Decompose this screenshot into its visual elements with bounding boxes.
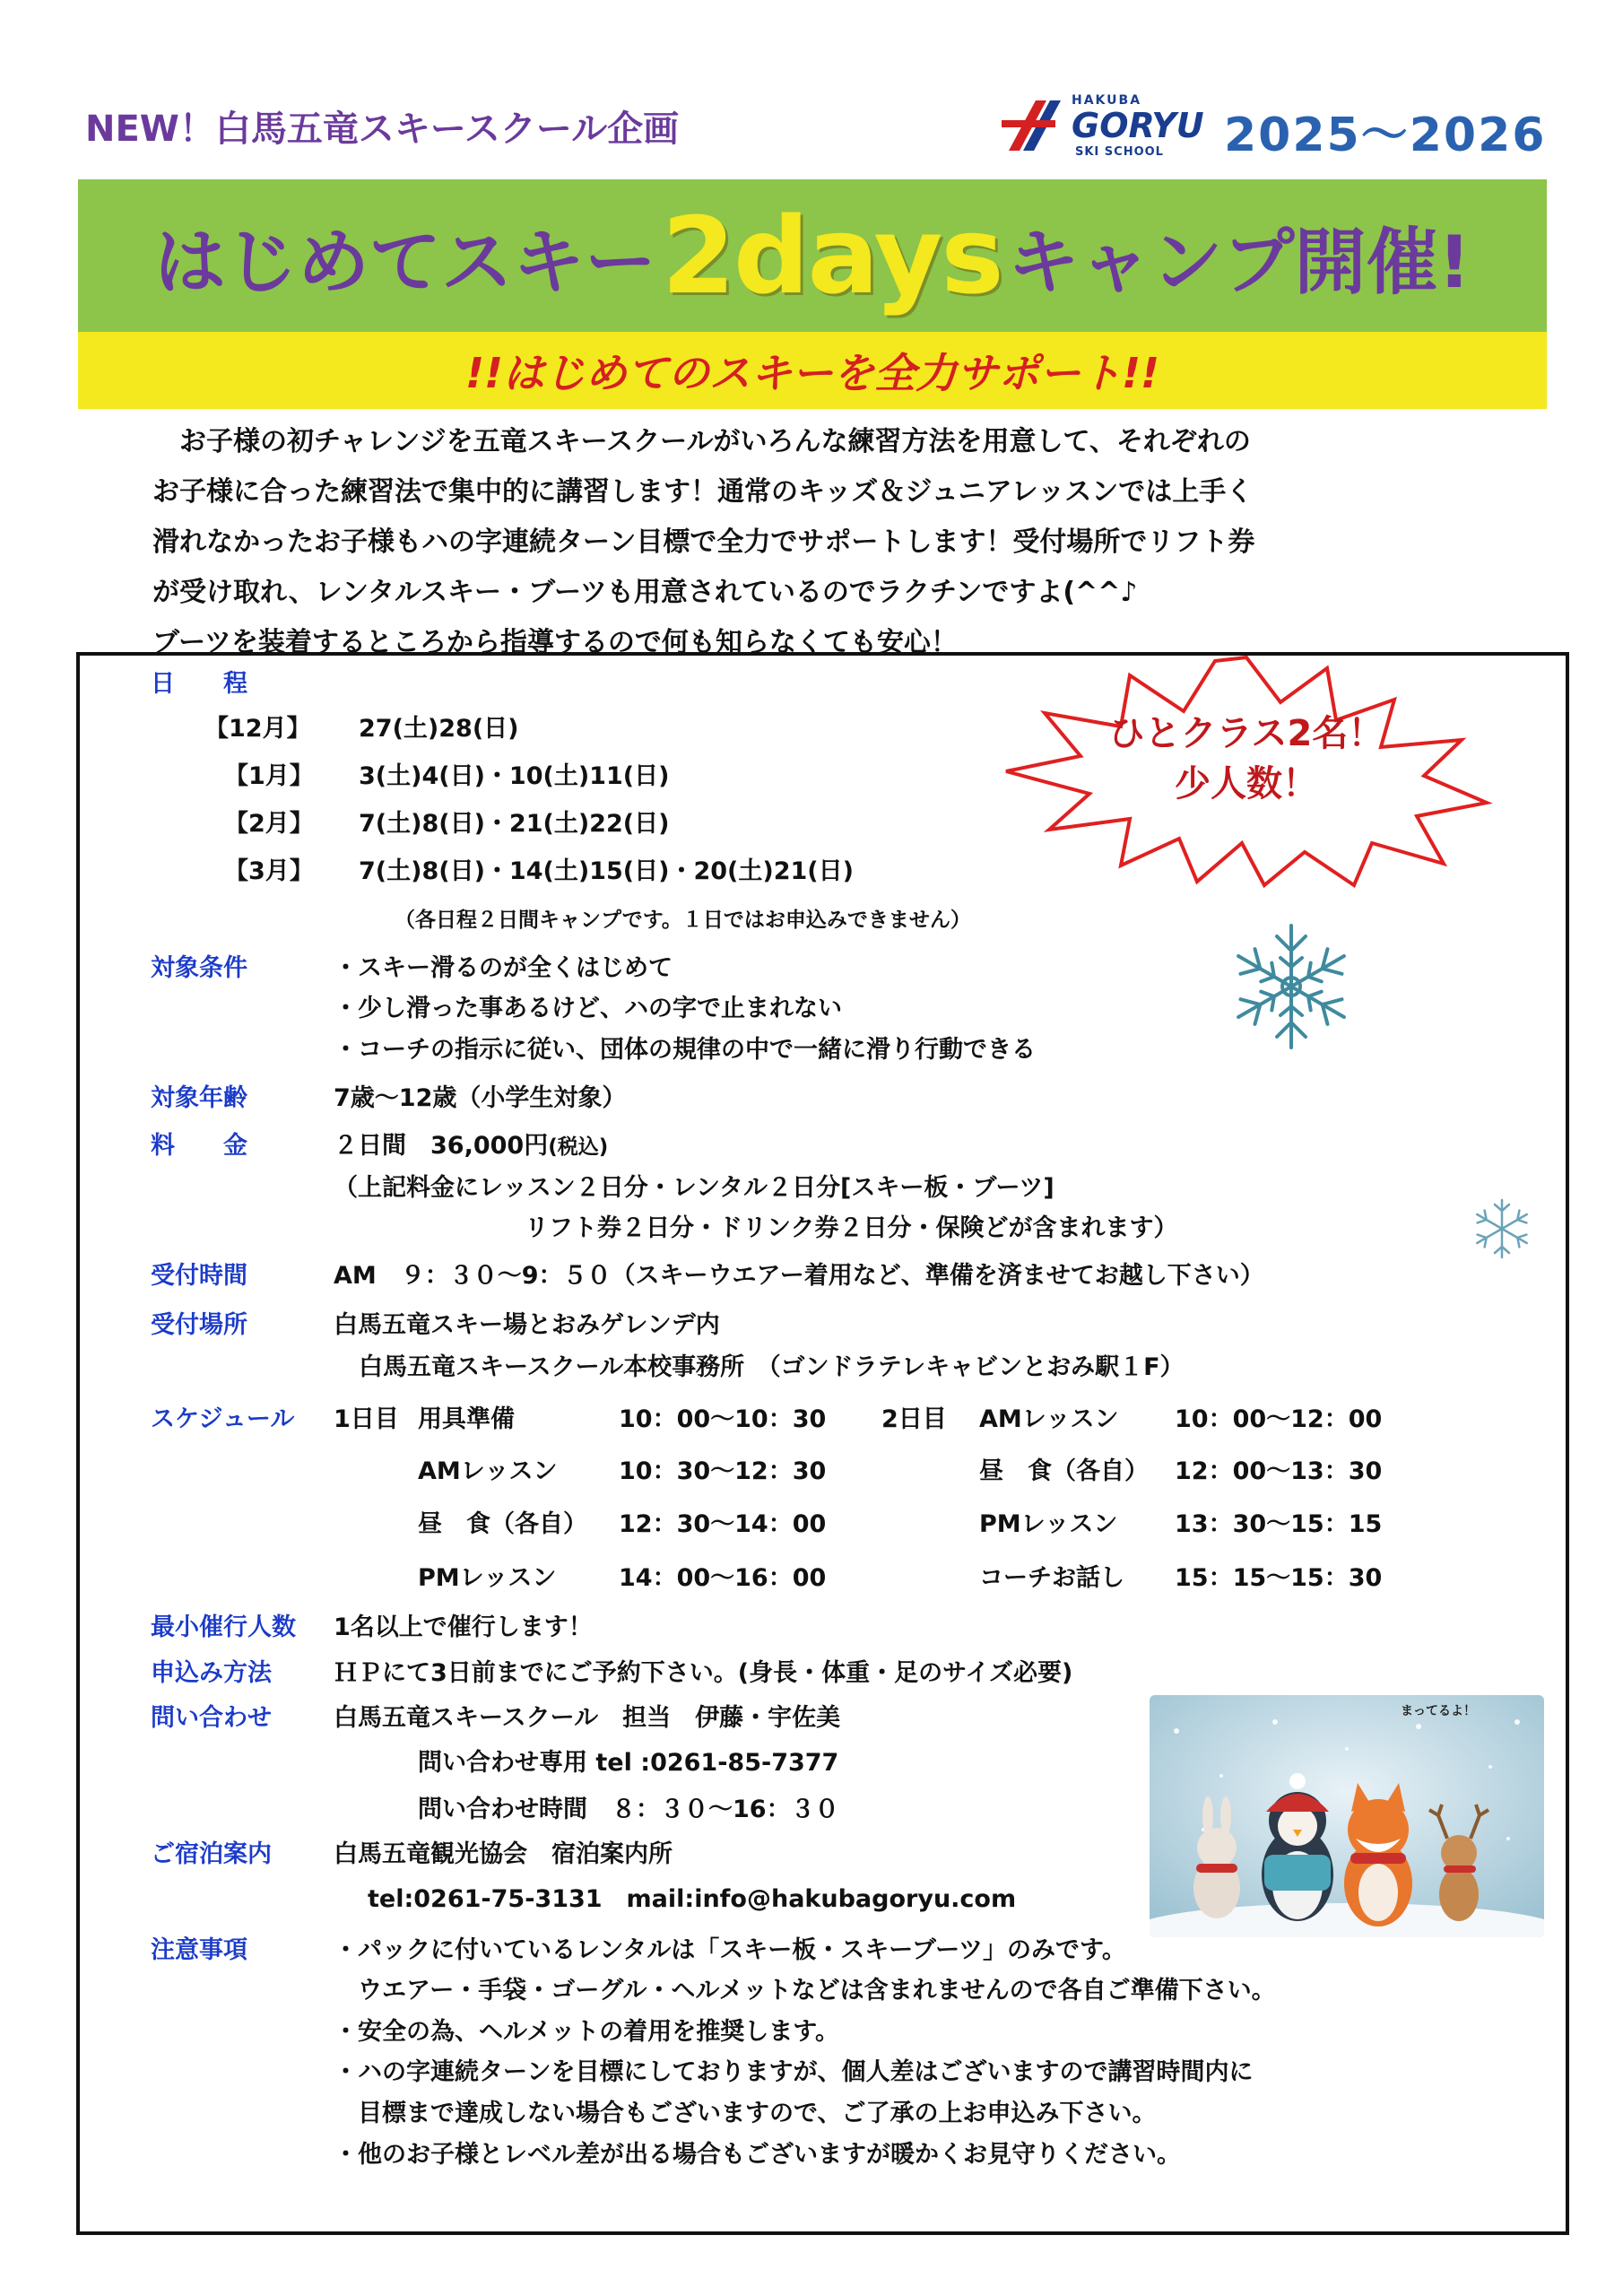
day-schedule-label: スケジュール [151,1405,295,1433]
intro-line: お子様の初チャレンジを五竜スキースクールがいろんな練習方法を用意して、それぞれの [152,426,1251,457]
goryu-logo-mark-icon [1000,97,1063,154]
day1-item: AMレッスン [418,1457,558,1485]
minimum-label: 最小催行人数 [151,1613,296,1641]
small-snowflake-icon [1471,1197,1533,1260]
day1-item: PMレッスン [418,1564,557,1592]
title-pre: はじめてスキー [153,220,656,304]
apply-label: 申込み方法 [151,1659,272,1687]
fee-label: 料 金 [151,1132,247,1160]
day1-time: 10：30～12：30 [619,1457,827,1485]
reception-place-line: 白馬五竜スキースクール本校事務所 （ゴンドラテレキャビンとおみ駅１F） [359,1353,1185,1381]
schedule-dates-dec: 27(土)28(日) [359,715,519,743]
intro-line: 滑れなかったお子様もハの字連続ターン目標で全力でサポートします！受付場所でリフト券 [152,526,1255,558]
schedule-label: 日 程 [151,670,247,698]
day2-item: 昼 食（各自） [979,1457,1149,1485]
intro-text [152,417,1497,668]
contact-line: 問い合わせ時間 ８：３０～16：３０ [418,1796,839,1823]
notes-item: 目標まで達成しない場合もございますので、ご了承の上お申込み下さい。 [334,2100,1157,2127]
day2-item: PMレッスン [979,1510,1118,1538]
reception-place-label: 受付場所 [151,1311,247,1339]
snowflake-icon [1219,919,1363,1054]
logo-ski-school: SKI SCHOOL [1075,145,1164,159]
day1-item: 用具準備 [418,1405,515,1433]
contact-line: 問い合わせ専用 tel :0261-85-7377 [418,1749,839,1777]
burst-line2: 少人数！ [1175,763,1318,804]
logo-goryu: GORYU [1072,106,1204,145]
notes-item: ウエアー・手袋・ゴーグル・ヘルメットなどは含まれませんので各自ご準備下さい。 [334,1977,1276,2005]
day2-item: AMレッスン [979,1405,1119,1433]
age-value: 7歳～12歳（小学生対象） [334,1084,627,1112]
illustration-caption: まってるよ！ [1401,1704,1476,1718]
reception-time-value: AM ９：３０～9：５０（スキーウエアー着用など、準備を済ませてお越し下さい） [334,1262,1264,1290]
target-label: 対象条件 [151,954,247,982]
day2-time: 15：15～15：30 [1175,1564,1383,1592]
schedule-month-jan: 【1月】 [224,762,314,790]
lodging-line: 白馬五竜観光協会 宿泊案内所 [334,1840,673,1868]
notes-label: 注意事項 [151,1936,247,1964]
subtitle: !!はじめてのスキーを全力サポート!! [465,349,1159,397]
schedule-note: （各日程２日間キャンプです。１日ではお申込みできません） [395,909,971,932]
fee-note: リフト券２日分・ドリンク券２日分・保険どが含まれます） [525,1214,1178,1242]
burst-line1: ひとクラス2名！ [1108,713,1384,754]
day2-time: 13：30～15：15 [1175,1510,1383,1538]
reception-time-label: 受付時間 [151,1262,247,1290]
schedule-month-feb: 【2月】 [224,810,314,838]
notes-item: ・他のお子様とレベル差が出る場合もございますが暖かくお見守りください。 [334,2141,1181,2169]
notes-item: ・安全の為、ヘルメットの着用を推奨します。 [334,2018,840,2046]
intro-line: ブーツを装着するところから指導するので何も知らなくても安心！ [152,627,958,658]
day2-label: 2日目 [881,1405,947,1433]
schedule-dates-feb: 7(土)8(日)・21(土)22(日) [359,810,670,838]
minimum-value: 1名以上で催行します！ [334,1613,593,1641]
day1-label: 1日目 [334,1405,399,1433]
target-item: ・スキー滑るのが全くはじめて [334,954,673,982]
intro-line: お子様に合った練習法で集中的に講習します！通常のキッズ＆ジュニアレッスンでは上手く [152,476,1254,508]
day1-item: 昼 食（各自） [418,1510,587,1538]
day1-time: 10：00～10：30 [619,1405,827,1433]
target-item: ・コーチの指示に従い、団体の規律の中で一緒に滑り行動できる [334,1036,1036,1064]
season-label: 2025～2026 [1224,109,1547,162]
target-item: ・少し滑った事あるけど、ハの字で止まれない [334,995,842,1022]
fee-tax: (税込) [548,1135,609,1159]
fee-value [334,1126,608,1161]
day2-time: 10：00～12：00 [1175,1405,1383,1433]
main-title [78,179,1547,332]
day2-item: コーチお話し [979,1564,1124,1592]
title-post: キャンプ開催! [1007,220,1471,304]
goryu-logo [1000,90,1206,161]
burst-text [1040,709,1453,809]
notes-item: ・パックに付いているレンタルは「スキー板・スキーブーツ」のみです。 [334,1936,1126,1964]
header-tagline: NEW！白馬五竜スキースクール企画 [85,109,680,150]
intro-line: が受け取れ、レンタルスキー・ブーツも用意されているのでラクチンですよ(^^♪ [152,577,1138,608]
notes-item: ・ハの字連続ターンを目標にしておりますが、個人差はございますので講習時間内に [334,2058,1254,2086]
age-label: 対象年齢 [151,1084,247,1112]
title-2days: 2days [661,194,1002,317]
schedule-month-dec: 【12月】 [204,715,311,743]
day1-time: 14：00～16：00 [619,1564,827,1592]
apply-value: ＨＰにて3日前までにご予約下さい。(身長・体重・足のサイズ必要) [334,1659,1073,1687]
fee-amount: ２日間 36,000円 [334,1132,549,1160]
animal-friends-illustration [1150,1695,1544,1937]
lodging-label: ご宿泊案内 [151,1840,272,1868]
lodging-line: tel:0261-75-3131 mail:info@hakubagoryu.com [368,1885,1017,1913]
schedule-dates-mar: 7(土)8(日)・14(土)15(日)・20(土)21(日) [359,857,854,885]
reception-place-line: 白馬五竜スキー場とおみゲレンデ内 [334,1311,720,1339]
logo-hakuba: HAKUBA [1072,93,1142,108]
day1-time: 12：30～14：00 [619,1510,827,1538]
contact-line: 白馬五竜スキースクール 担当 伊藤・宇佐美 [334,1704,841,1732]
schedule-dates-jan: 3(土)4(日)・10(土)11(日) [359,762,670,790]
schedule-month-mar: 【3月】 [224,857,314,885]
fee-note: （上記料金にレッスン２日分・レンタル２日分[スキー板・ブーツ] [334,1174,1055,1202]
contact-label: 問い合わせ [151,1704,272,1732]
day2-time: 12：00～13：30 [1175,1457,1383,1485]
